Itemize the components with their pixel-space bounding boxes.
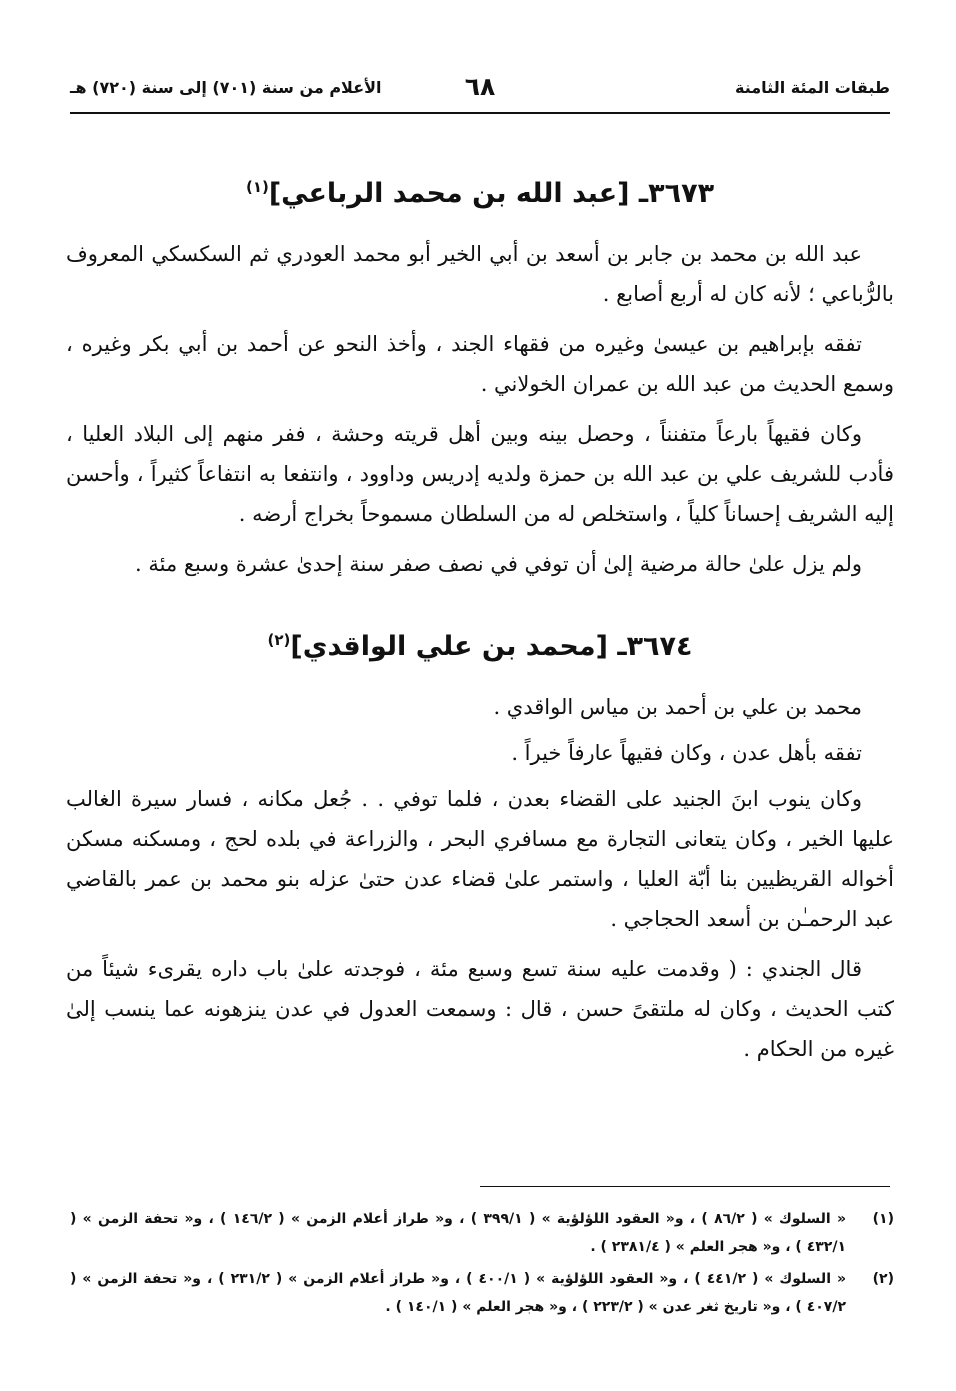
footnote-number: (٢) [872, 1271, 894, 1287]
entry-paragraph: ولم يزل علىٰ حالة مرضية إلىٰ أن توفي في نصف صفر سنة إحدىٰ عشرة وسبع مئة . [135, 552, 862, 576]
entry-paragraph: عبد الله بن محمد بن جابر بن أسعد بن أبي الخير أبو محمد العودري ثم السكسكي المعروف بالرُّباعي ؛ لأنه كان له أربع أصابع . [66, 242, 894, 306]
date-range: الأعلام من سنة (٧٠١) إلى سنة (٧٢٠) هـ [70, 78, 382, 97]
footnote-text: « السلوك » ( ٨٦/٢ ) ، و« العقود اللؤلؤية » ( ٣٩٩/١ ) ، و« طراز أعلام الزمن » ( ١٤٦/٢ ) ، و« تحفة الزمن » ( ٤٣٢/١ ) ، و« هجر العلم » ( ٢٣٨١/٤ ) . [70, 1211, 846, 1255]
entry-paragraph: تفقه بأهل عدن ، وكان فقيهاً عارفاً خيراً . [511, 741, 862, 765]
entry-paragraph: تفقه بإبراهيم بن عيسىٰ وغيره من فقهاء الجند ، وأخذ النحو عن أحمد بن أبي بكر وغيره ، وسمع الحديث من عبد الله بن عمران الخولاني . [66, 332, 894, 396]
entry-heading [66, 618, 894, 669]
page-number: ٦٨ [464, 72, 496, 101]
entry-heading-text: ٣٦٧٤ـ [محمد بن علي الواقدي] [290, 631, 693, 662]
entry-paragraph: وكان فقيهاً بارعاً متفنناً ، وحصل بينه وبين أهل قريته وحشة ، ففر منهم إلى البلاد العليا ، فأدب للشريف علي بن عبد الله بن حمزة ولديه إدريس وداوود ، وانتفعا به انتفاعاً كثيراً ، وأحسن إليه الشريف إحساناً كلياً ، واستخلص له من السلطان مسموحاً بخراج أرضه . [66, 422, 894, 526]
book-title: طبقات المئة الثامنة [735, 78, 890, 97]
entry-paragraph: وكان ينوب ابنَ الجنيد على القضاء بعدن ، فلما توفي . . جُعل مكانه ، فسار سيرة الغالب عليها الخير ، وكان يتعانى التجارة مع مسافري البحر ، والزراعة في بلده لحج ، ومسكنه مسكن أخواله القريظيين بنا أبّة العليا ، واستمر علىٰ قضاء عدن حتىٰ عزله بنو محمد بن عمر بالقاضي عبد الرحمـٰن بن أسعد الحجاجي . [66, 787, 894, 931]
entry-paragraph: محمد بن علي بن أحمد بن مياس الواقدي . [493, 695, 862, 719]
entry-heading-text: ٣٦٧٣ـ [عبد الله بن محمد الرباعي] [268, 178, 715, 209]
page-body [66, 165, 894, 1079]
footnote-reference: (٢) [267, 631, 291, 649]
footnote-reference: (١) [245, 178, 269, 196]
footnote-divider [480, 1186, 890, 1187]
biography-entry [66, 165, 894, 584]
footnote-text: « السلوك » ( ٤٤١/٢ ) ، و« العقود اللؤلؤية » ( ٤٠٠/١ ) ، و« طراز أعلام الزمن » ( ٢٣١/٢ ) ، و« تحفة الزمن » ( ٤٠٧/٢ ) ، و« تاريخ ثغر عدن » ( ٢٢٣/٢ ) ، و« هجر العلم » ( ١٤٠/١ ) . [70, 1271, 846, 1315]
running-header [70, 72, 890, 114]
footnote [70, 1265, 894, 1321]
footnote [70, 1205, 894, 1261]
entry-heading [66, 165, 894, 216]
entry-paragraph: قال الجندي : ( وقدمت عليه سنة تسع وسبع مئة ، فوجدته علىٰ باب داره يقرىء شيئاً من كتب الحديث ، وكان له ملتقىً حسن ، قال : وسمعت العدول في عدن ينزهونه عما ينسب إلىٰ غيره من الحكام . [66, 957, 894, 1061]
biography-entry [66, 618, 894, 1069]
footnote-number: (١) [872, 1211, 894, 1227]
footnotes [70, 1205, 894, 1325]
